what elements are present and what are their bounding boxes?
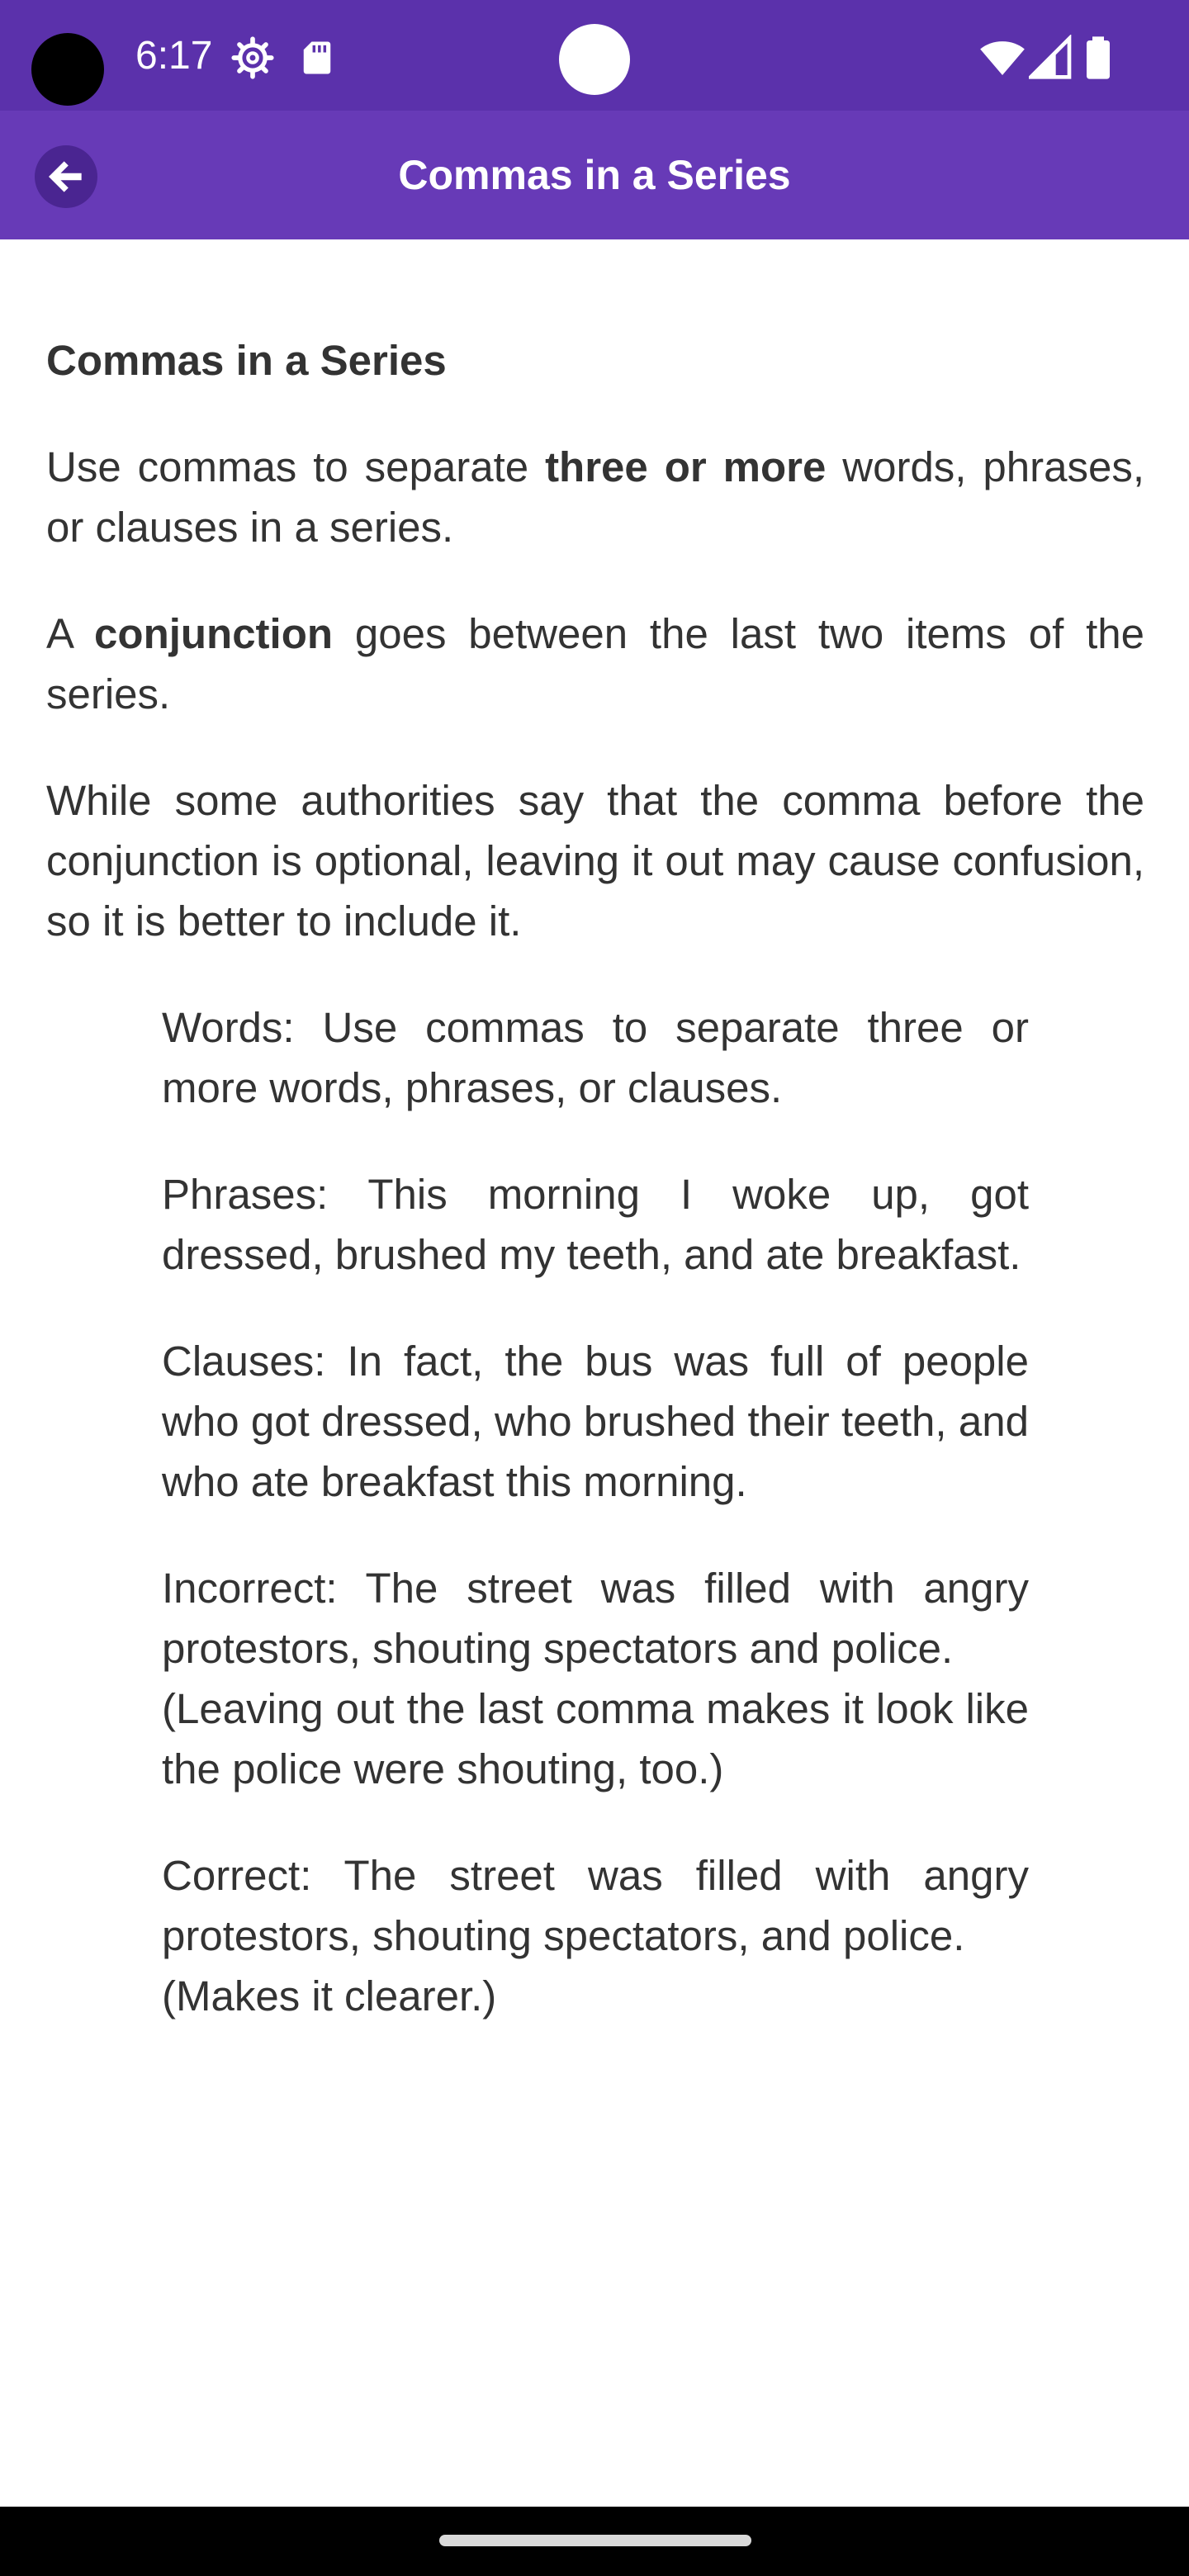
lesson-paragraph-conjunction xyxy=(46,604,1144,724)
lesson-paragraph-optional: While some authorities say that the comma before the conjunction is optional, leaving it out may cause confusion, so it is better to include it. xyxy=(46,777,1144,945)
example-words: Words: Use commas to separate three or more words, phrases, or clauses. xyxy=(162,1004,1029,1111)
paragraph-text: Use commas to separate xyxy=(46,443,546,490)
battery-icon xyxy=(1080,35,1123,78)
wifi-icon xyxy=(979,35,1022,78)
paragraph-text: goes between the last two items of the series. xyxy=(46,610,1145,717)
examples-list xyxy=(162,997,1029,2026)
example-correct-note: (Makes it clearer.) xyxy=(162,1972,497,2020)
paragraph-text: words, phrases, or clauses in a series. xyxy=(46,443,1144,551)
paragraph-text: A xyxy=(46,610,95,657)
status-time: 6:17 xyxy=(135,34,213,78)
example-incorrect-text: Incorrect: The street was filled with angry protestors, shouting spectators and police. xyxy=(162,1565,1029,1672)
status-bar xyxy=(0,0,1189,111)
navigation-bar xyxy=(0,2507,1189,2576)
settings-icon xyxy=(231,36,274,79)
emphasis-text: conjunction xyxy=(94,610,334,657)
example-correct-text: Correct: The street was filled with angry protestors, shouting spectators, and police. xyxy=(162,1852,1029,1959)
back-button[interactable] xyxy=(35,145,97,208)
home-gesture-handle[interactable] xyxy=(439,2535,751,2546)
front-camera-dot xyxy=(559,24,630,95)
signal-icon xyxy=(1029,35,1072,78)
app-title: Commas in a Series xyxy=(398,152,791,198)
example-incorrect xyxy=(162,1558,1029,1799)
lesson-content xyxy=(46,330,1144,2072)
example-incorrect-note: (Leaving out the last comma makes it look like the police were shouting, too.) xyxy=(162,1685,1029,1792)
example-correct xyxy=(162,1845,1029,2026)
lesson-heading: Commas in a Series xyxy=(46,337,447,384)
emphasis-text: three or more xyxy=(545,443,827,490)
example-clauses: Clauses: In fact, the bus was full of people who got dressed, who brushed their teeth, and who ate breakfast this morning. xyxy=(162,1338,1029,1505)
arrow-left-icon xyxy=(43,154,89,200)
lesson-paragraph-series xyxy=(46,437,1144,557)
app-bar xyxy=(0,111,1189,239)
example-phrases: Phrases: This morning I woke up, got dressed, brushed my teeth, and ate breakfast. xyxy=(162,1171,1029,1278)
sd-card-icon xyxy=(296,36,339,79)
camera-cutout xyxy=(31,33,104,106)
